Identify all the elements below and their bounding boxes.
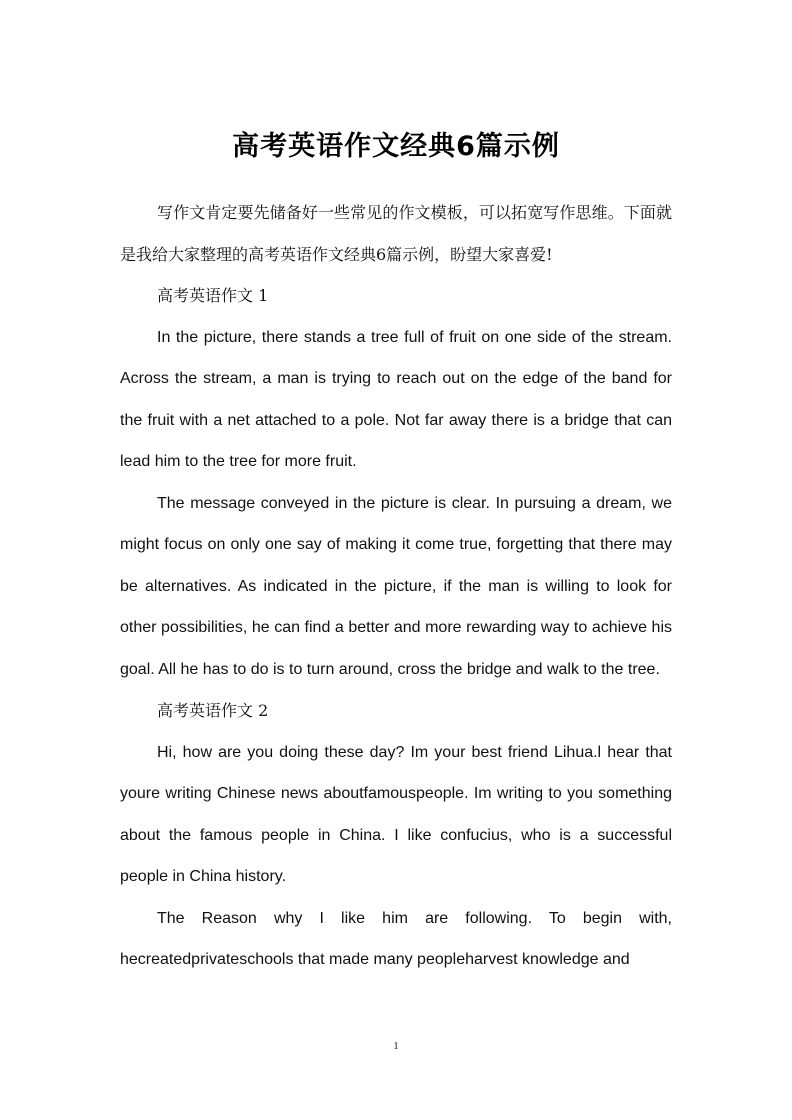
essay-2-heading: 高考英语作文 2: [157, 701, 269, 720]
essay-2-paragraph-2: The Reason why I like him are following. To begin with, hecreatedprivateschools that made many peopleharvest knowledge and: [120, 909, 672, 968]
essay-1-paragraph-1: In the picture, there stands a tree full of fruit on one side of the stream. Across the stream, a man is trying to reach out on the edge of the band for the fruit with a net attached to a pole. Not far away there is a bridge that can lead him to the tree for more fruit.: [120, 328, 672, 470]
essay-1-heading: 高考英语作文 1: [157, 286, 269, 305]
document-body: [120, 192, 672, 981]
document-title: 高考英语作文经典6篇示例: [232, 131, 560, 162]
page-number: 1: [393, 1040, 399, 1052]
essay-1-paragraph-2: The message conveyed in the picture is clear. In pursuing a dream, we might focus on only one say of making it come true, forgetting that there may be alternatives. As indicated in the picture, if the man is willing to look for other possibilities, he can find a better and more rewarding way to achieve his goal. All he has to do is to turn around, cross the bridge and walk to the tree.: [120, 494, 672, 678]
essay-2-paragraph-1: Hi, how are you doing these day? Im your best friend Lihua.l hear that youre writing Chinese news aboutfamouspeople. Im writing to you something about the famous people in China. I like confucius, who is a successful people in China history.: [120, 743, 672, 885]
intro-paragraph: 写作文肯定要先储备好一些常见的作文模板，可以拓宽写作思维。下面就是我给大家整理的高考英语作文经典6篇示例，盼望大家喜爱!: [120, 203, 672, 264]
